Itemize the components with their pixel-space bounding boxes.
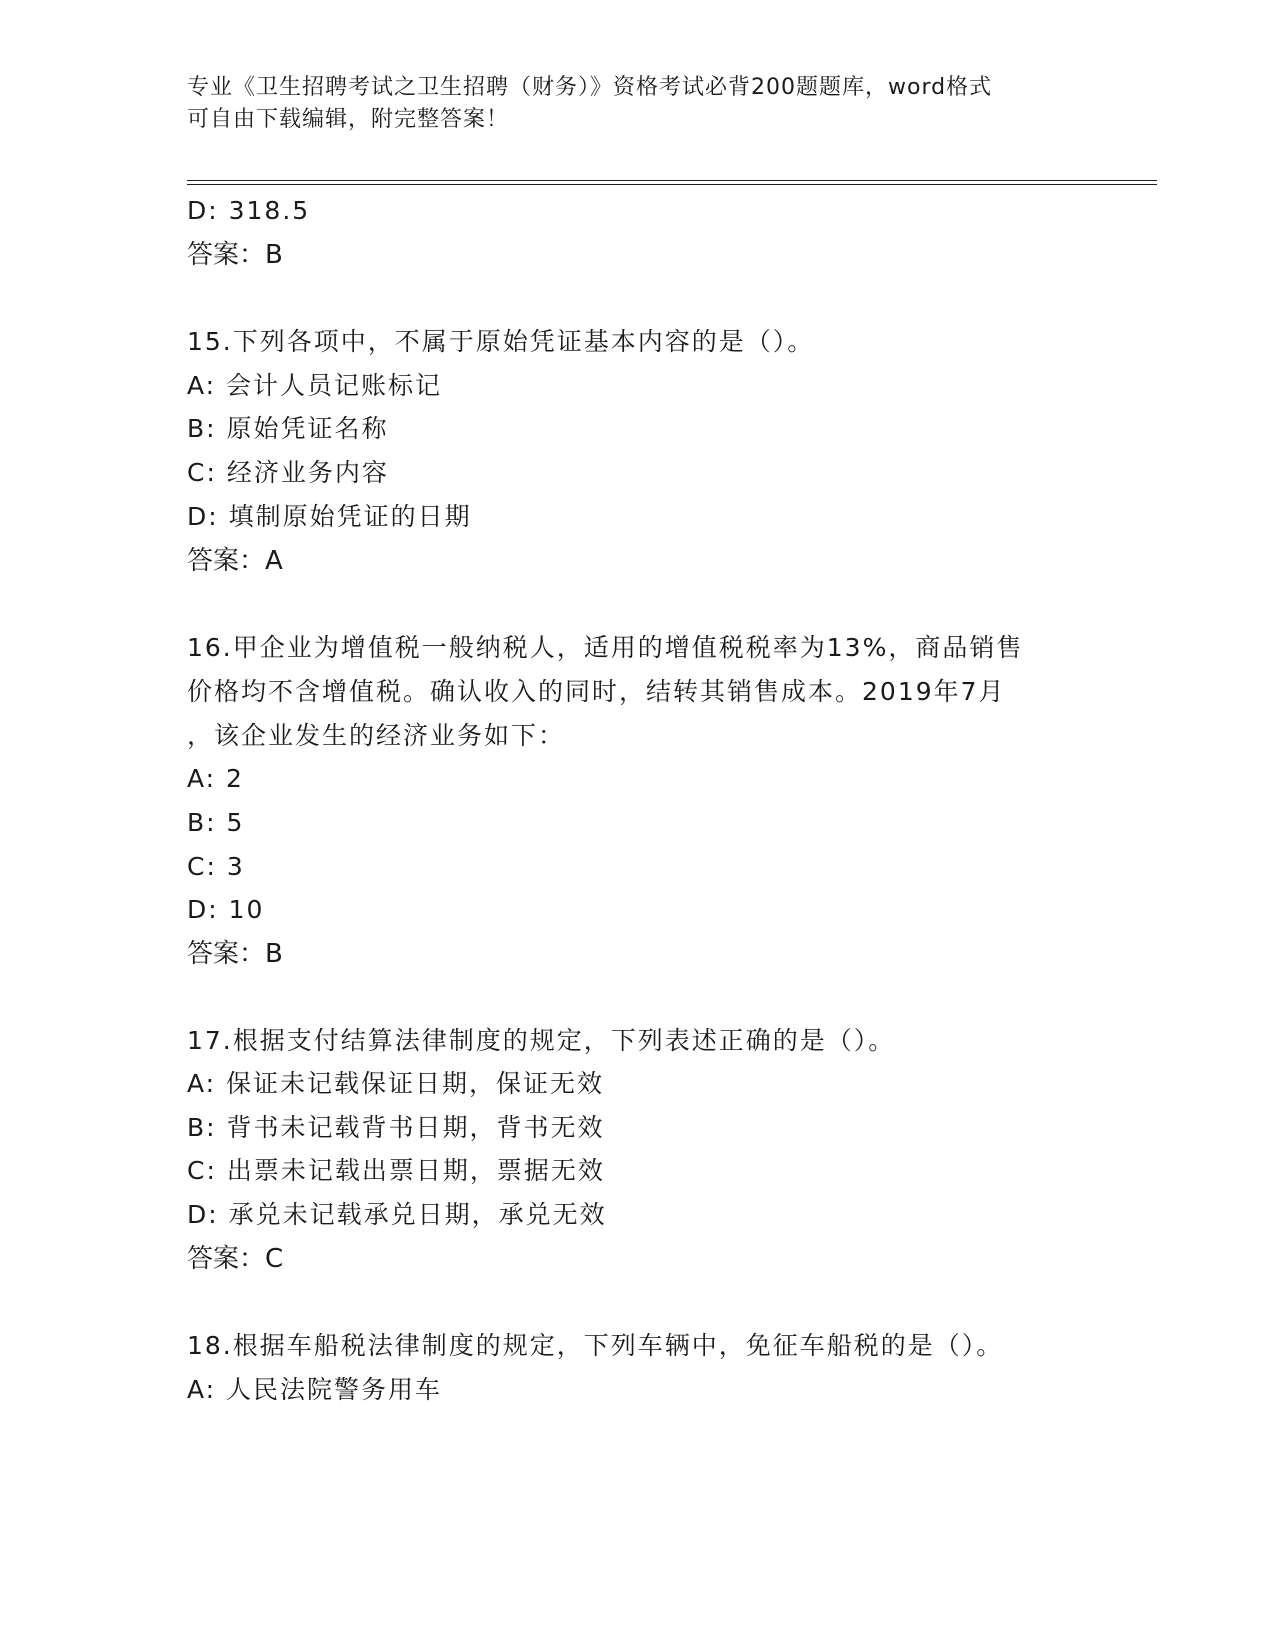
q17-option-b: B: 背书未记载背书日期，背书无效 bbox=[187, 1113, 605, 1142]
header-line-1: 专业《卫生招聘考试之卫生招聘（财务）》资格考试必背200题题库，word格式 bbox=[187, 75, 993, 100]
q15-option-d: D: 填制原始凭证的日期 bbox=[187, 502, 472, 531]
q17-option-d: D: 承兑未记载承兑日期，承兑无效 bbox=[187, 1200, 607, 1229]
q18-option-a: A: 人民法院警务用车 bbox=[187, 1375, 443, 1404]
q15-option-b: B: 原始凭证名称 bbox=[187, 414, 389, 443]
q15-answer: 答案：A bbox=[187, 546, 283, 576]
q16-option-d: D: 10 bbox=[187, 895, 265, 924]
q16-option-b: B: 5 bbox=[187, 808, 245, 837]
header-line-2: 可自由下载编辑，附完整答案！ bbox=[187, 107, 510, 132]
q17-option-c: C: 出票未记载出票日期，票据无效 bbox=[187, 1156, 605, 1185]
document-header bbox=[187, 72, 1067, 136]
q15-stem: 15.下列各项中，不属于原始凭证基本内容的是（）。 bbox=[187, 327, 815, 356]
q18-stem: 18.根据车船税法律制度的规定，下列车辆中，免征车船税的是（）。 bbox=[187, 1331, 1004, 1360]
q16-answer: 答案：B bbox=[187, 939, 283, 969]
q15-option-c: C: 经济业务内容 bbox=[187, 458, 389, 487]
q16-option-c: C: 3 bbox=[187, 852, 245, 881]
q16-stem-line-1: 16.甲企业为增值税一般纳税人，适用的增值税税率为13%，商品销售 bbox=[187, 633, 1024, 662]
q17-stem: 17.根据支付结算法律制度的规定，下列表述正确的是（）。 bbox=[187, 1026, 896, 1055]
header-rule-top bbox=[187, 180, 1157, 181]
prev-answer: 答案：B bbox=[187, 240, 283, 270]
q17-answer: 答案：C bbox=[187, 1244, 284, 1274]
header-rule-bottom bbox=[187, 184, 1157, 185]
q16-option-a: A: 2 bbox=[187, 764, 244, 793]
q17-option-a: A: 保证未记载保证日期，保证无效 bbox=[187, 1069, 605, 1098]
prev-option-d: D: 318.5 bbox=[187, 196, 311, 225]
q15-option-a: A: 会计人员记账标记 bbox=[187, 371, 443, 400]
q16-stem-line-2: 价格均不含增值税。确认收入的同时，结转其销售成本。2019年7月 bbox=[187, 677, 1006, 706]
q16-stem-line-3: ，该企业发生的经济业务如下： bbox=[187, 721, 566, 750]
